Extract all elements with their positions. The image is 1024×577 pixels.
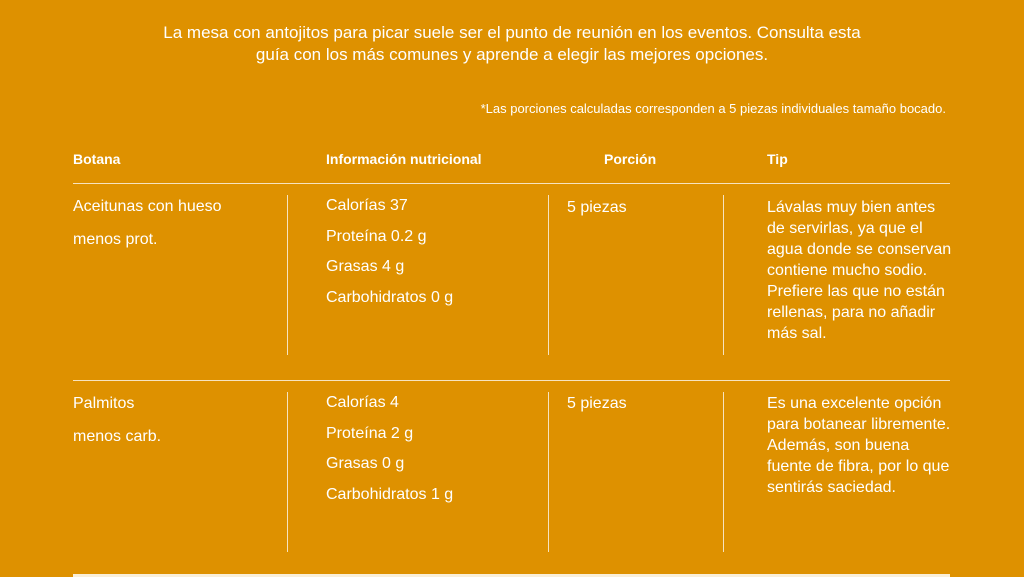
portion-note: *Las porciones calculadas corresponden a 5 piezas individuales tamaño bocado. [480,101,946,116]
col-divider [548,195,549,355]
nutrition-calories: Calorías 37 [326,197,408,214]
intro-line-1: La mesa con antojitos para picar suele ser el punto de reunión en los eventos. Consulta esta [163,23,861,42]
nutrition-carbs: Carbohidratos 0 g [326,288,454,306]
col-divider [723,195,724,355]
col-divider [548,392,549,552]
nutrition-cell [326,388,453,510]
col-divider [287,392,288,552]
nutrition-cell [326,191,453,313]
header-nutrition: Información nutricional [326,151,482,167]
row-divider [73,380,950,381]
nutrition-carbs: Carbohidratos 1 g [326,485,454,503]
col-divider [723,392,724,552]
portion-cell: 5 piezas [567,395,627,412]
header-portion: Porción [604,151,657,167]
row-name-cell [73,190,222,256]
header-divider [73,183,950,184]
nutrition-protein: Proteína 0.2 g [326,227,427,245]
nutrition-fat: Grasas 0 g [326,455,405,472]
portion-cell: 5 piezas [567,199,627,216]
snack-name: Aceitunas con hueso [73,198,222,215]
snack-subtitle: menos carb. [73,428,162,445]
snack-name: Palmitos [73,395,135,412]
row-name-cell [73,387,161,453]
header-tip: Tip [767,151,788,167]
tip-cell: Lávalas muy bien antes de servirlas, ya que el agua donde se conservan contiene mucho sodio. Prefiere las que no están rellenas, para no añadir más sal. [767,199,952,342]
nutrition-fat: Grasas 4 g [326,258,405,275]
tip-cell: Es una excelente opción para botanear libremente. Además, son buena fuente de fibra, por lo que sentirás saciedad. [767,395,951,496]
snack-subtitle: menos prot. [73,231,158,248]
intro-text [80,22,944,66]
nutrition-calories: Calorías 4 [326,394,399,411]
nutrition-protein: Proteína 2 g [326,424,414,442]
intro-line-2: guía con los más comunes y aprende a elegir las mejores opciones. [255,45,769,64]
header-botana: Botana [73,151,121,167]
col-divider [287,195,288,355]
